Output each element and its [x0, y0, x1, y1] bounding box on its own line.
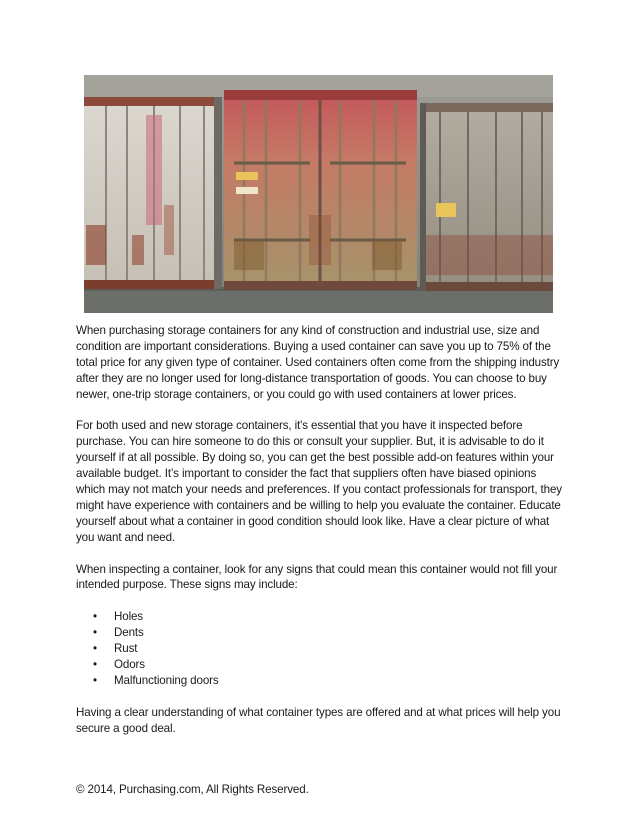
list-item-text: Odors	[114, 657, 145, 671]
list-item	[76, 673, 562, 689]
bullet-icon: •	[93, 673, 97, 687]
list-item-text: Holes	[114, 610, 144, 624]
list-item	[76, 625, 562, 641]
bullet-icon: •	[93, 610, 97, 624]
paragraph-intro: When purchasing storage containers for any kind of construction and industrial use, size and condition are important considerations. Buying a used container can save you up to 75% of the total price for any given type of container. Used containers often come from the shipping industry after they are no longer used for long-distance transportation of goods. You can choose to buy newer, one-trip storage containers, or you could go with used containers at lower prices.	[76, 324, 560, 401]
bullet-icon: •	[93, 626, 97, 640]
list-item	[76, 609, 562, 625]
list-item-text: Rust	[114, 642, 138, 656]
bullet-icon: •	[93, 657, 97, 671]
list-item	[76, 641, 562, 657]
list-item-text: Malfunctioning doors	[114, 673, 219, 687]
paragraph-inspection: For both used and new storage containers, it's essential that you have it inspected before purchase. You can hire someone to do this or consult your supplier. But, it is advisable to do it yourself if at all possible. By doing so, you can get the best possible add-on features within your available budget. It’s important to consider the fact that suppliers often have biased opinions which may not match your needs and preferences. If you contact professionals for transport, they might have experience with containers and be willing to help you evaluate the container. Educate yourself about what a container in good condition should look like. Have a clear picture of what you want and need.	[76, 419, 562, 544]
shipping-containers-photo	[84, 75, 553, 313]
list-item	[76, 657, 562, 673]
paragraph-closing: Having a clear understanding of what container types are offered and at what prices will help you secure a good deal.	[76, 705, 561, 735]
paragraph-signs: When inspecting a container, look for any signs that could mean this container would not fill your intended purpose. These signs may include:	[76, 562, 558, 592]
list-item-text: Dents	[114, 626, 144, 640]
copyright-footer: © 2014, Purchasing.com, All Rights Reserved.	[76, 783, 309, 796]
signs-list	[76, 609, 562, 689]
article-body	[76, 323, 562, 752]
bullet-icon: •	[93, 642, 97, 656]
